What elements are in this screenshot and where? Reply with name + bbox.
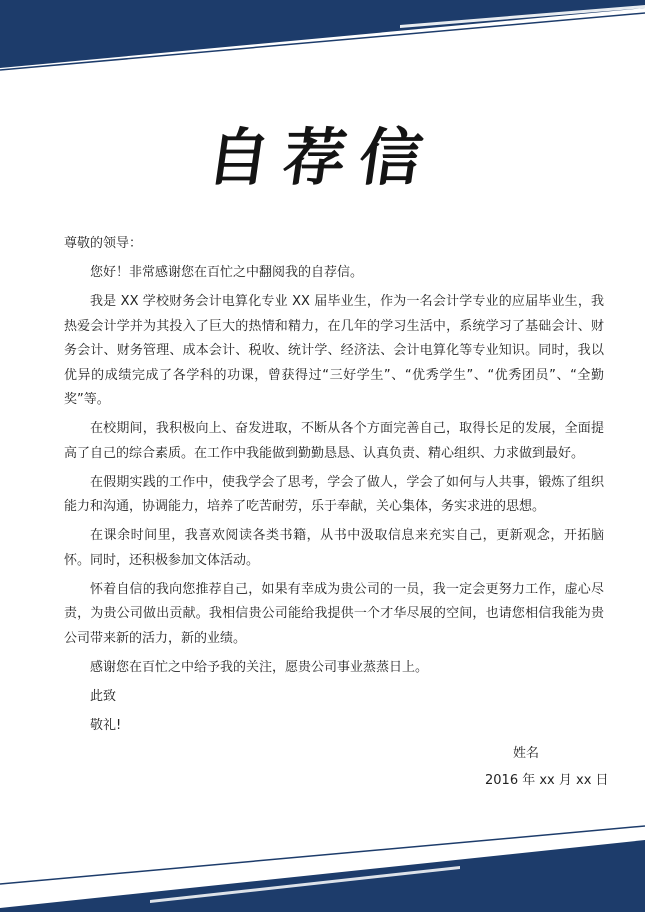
paragraph-thanks: 感谢您在百忙之中给予我的关注，愿贵公司事业蒸蒸日上。 [90, 659, 429, 675]
paragraph-education: 我是 XX 学校财务会计电算化专业 XX 届毕业生，作为一名会计学专业的应届毕业生，我热爱会计学并为其投入了巨大的热情和精力，在几年的学习生活中，系统学习了基础会计、财务会计、财务管理、成本会计、税收、统计学、经济法、会计电算化等专业知识。同时，我以优异的成绩完成了各学科的功课，曾获得过“三好学生”、“优秀学生”、“优秀团员”、“全勤奖”等。 [64, 294, 604, 407]
signature-name: 姓名 [513, 746, 540, 761]
letter-body [64, 232, 604, 743]
paragraph-recommendation: 怀着自信的我向您推荐自己，如果有幸成为贵公司的一员，我一定会更努力工作，虚心尽责，为贵公司做出贡献。我相信贵公司能给我提供一个才华尽展的空间，也请您相信我能为贵公司带来新的活力，新的业绩。 [64, 581, 604, 646]
top-banner-decoration [0, 0, 645, 80]
page-title: 自荐信 [202, 121, 441, 194]
closing-salute: 此致 [90, 688, 117, 704]
paragraph-hobbies: 在课余时间里，我喜欢阅读各类书籍，从书中汲取信息来充实自己，更新观念，开拓脑怀。同时，还积极参加文体活动。 [64, 528, 604, 568]
salutation: 尊敬的领导： [64, 236, 143, 251]
paragraph-greeting: 您好！非常感谢您在百忙之中翻阅我的自荐信。 [90, 265, 364, 280]
paragraph-practice: 在假期实践的工作中，使我学会了思考，学会了做人，学会了如何与人共事，锻炼了组织能力和沟通，协调能力，培养了吃苦耐劳，乐于奉献，关心集体，务实求进的思想。 [64, 474, 604, 514]
paragraph-campus: 在校期间，我积极向上、奋发进取，不断从各个方面完善自己，取得长足的发展，全面提高了自己的综合素质。在工作中我能做到勤勤恳恳、认真负责、精心组织、力求做到最好。 [64, 421, 604, 461]
signature-date: 2016 年 xx 月 xx 日 [485, 773, 609, 788]
closing-regards: 敬礼! [90, 717, 122, 733]
